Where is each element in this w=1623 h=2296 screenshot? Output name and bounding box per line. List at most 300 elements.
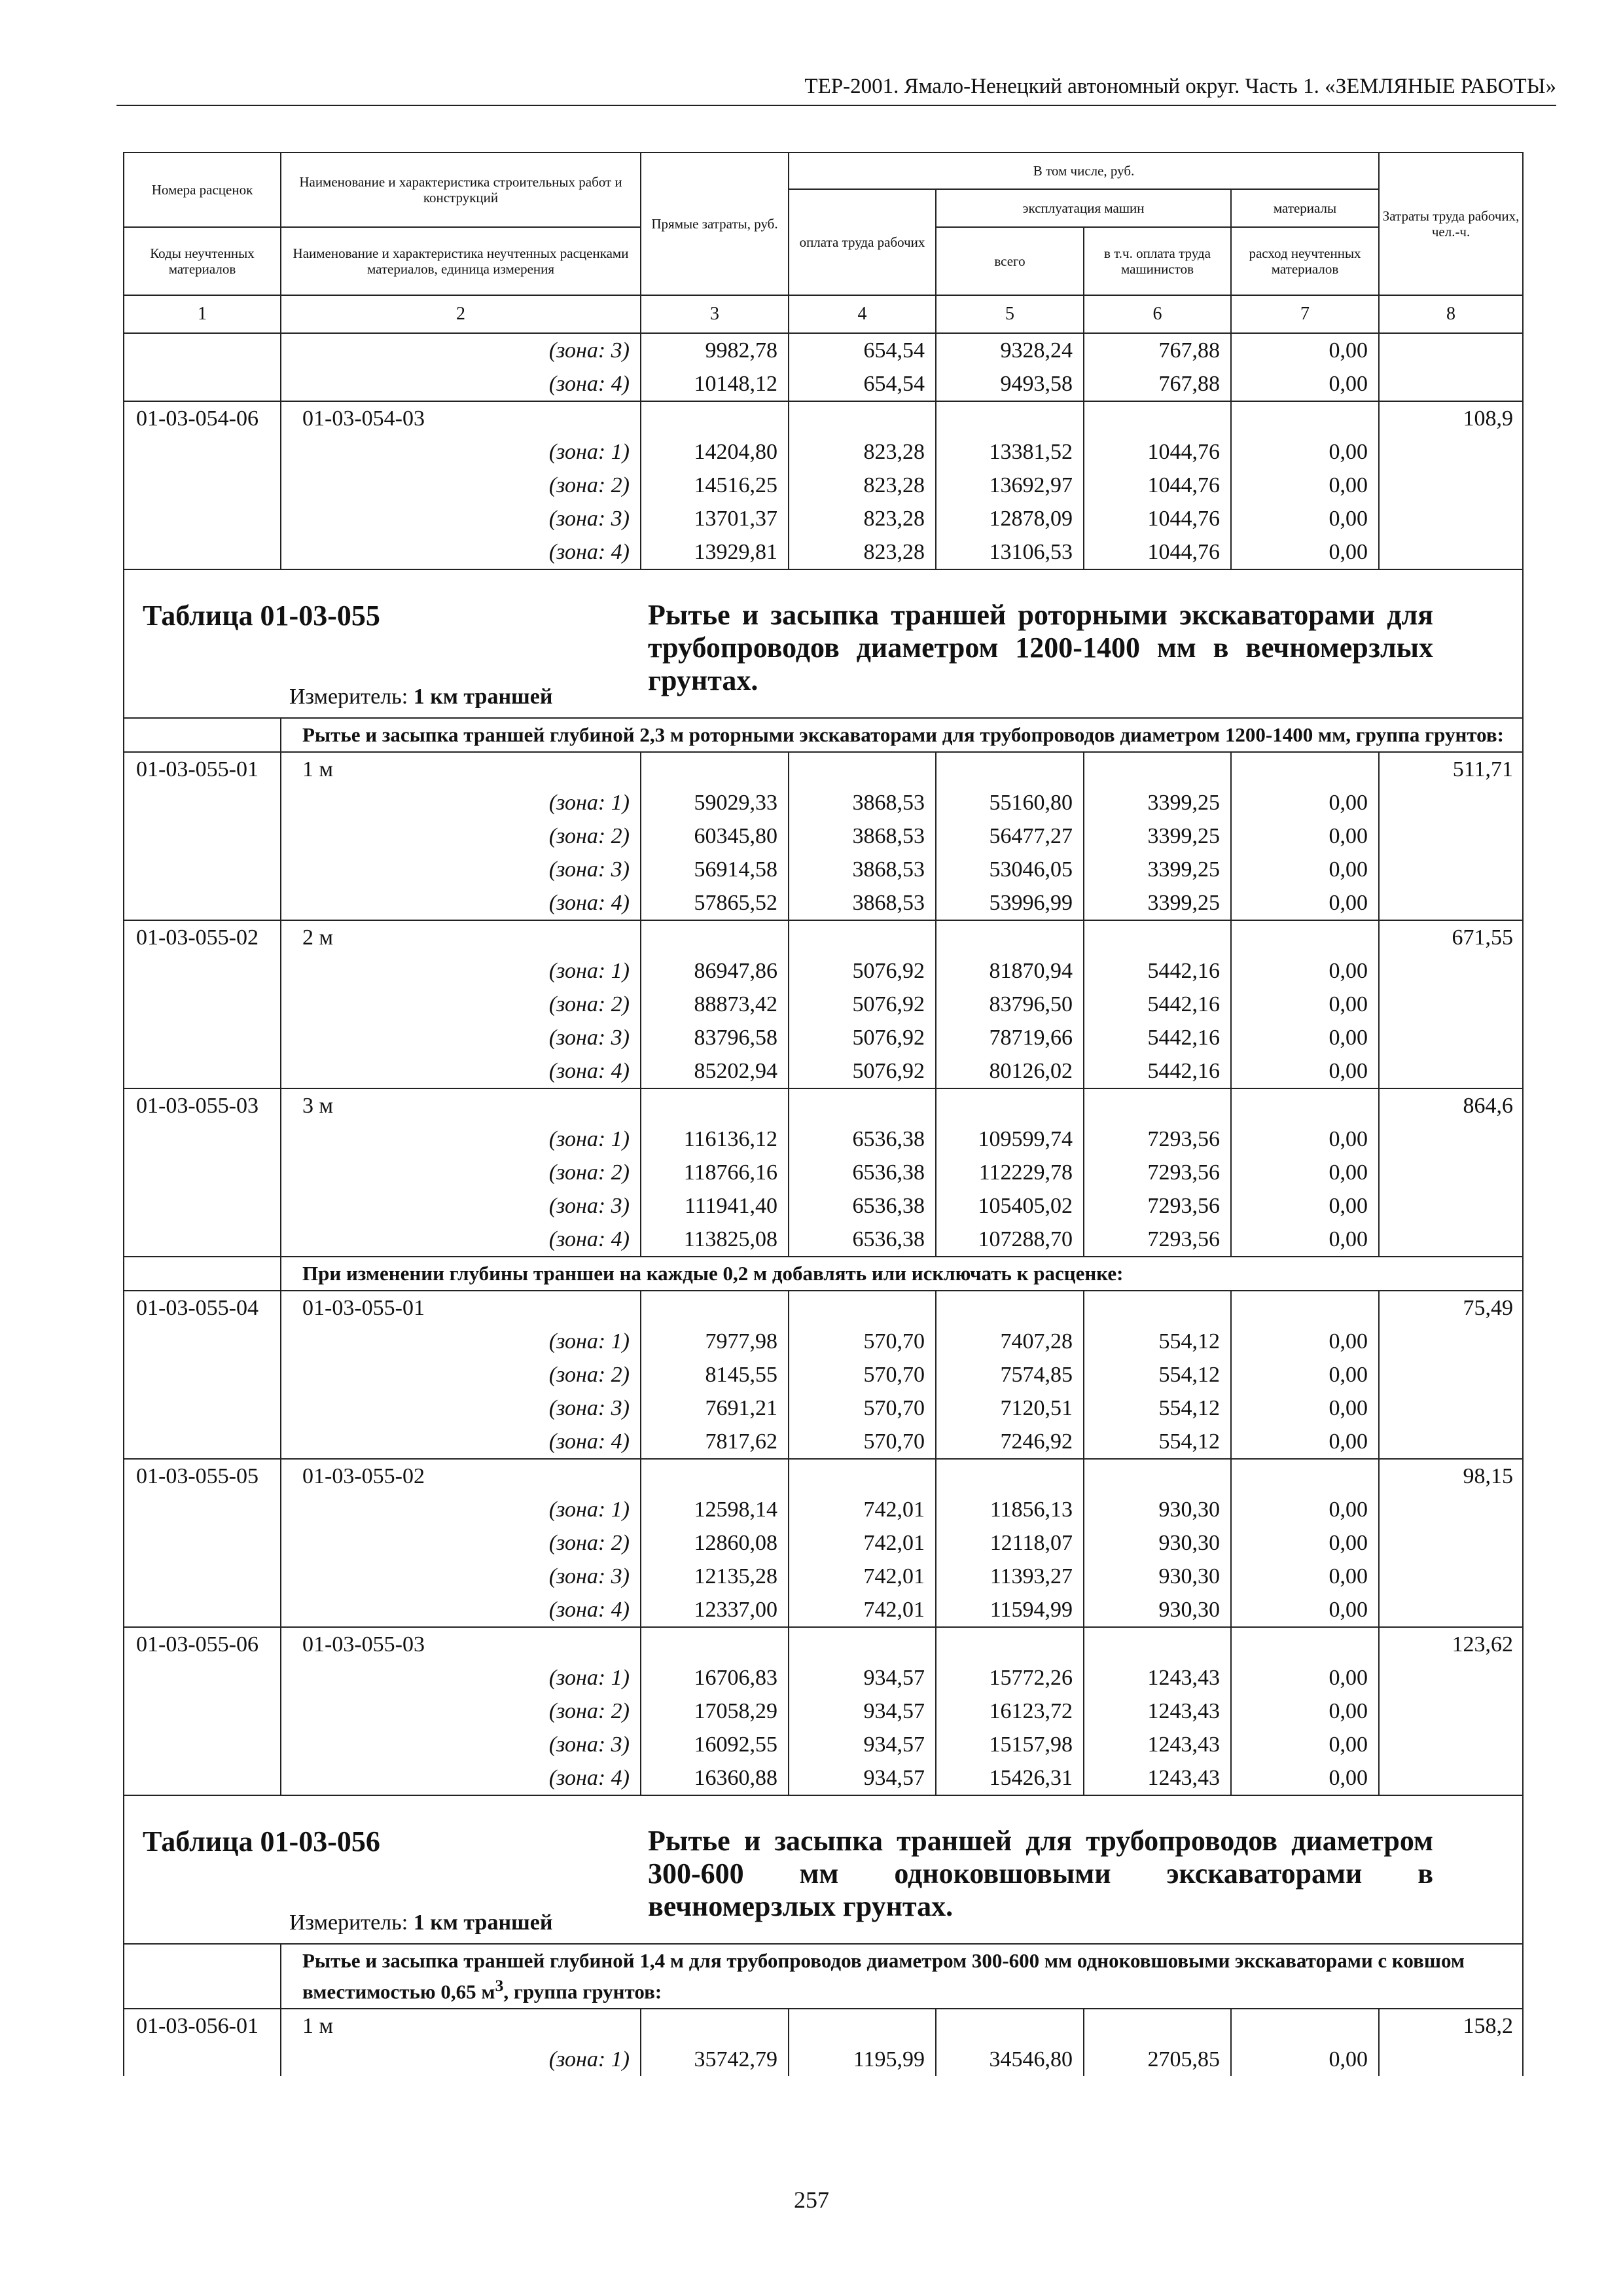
column-number: 2 bbox=[281, 295, 641, 333]
empty-cell bbox=[936, 2009, 1084, 2043]
zone-label: (зона: 3) bbox=[281, 1728, 641, 1761]
empty-cell bbox=[1379, 1728, 1523, 1761]
direct-cost: 59029,33 bbox=[641, 786, 789, 819]
materials-consumption: 0,00 bbox=[1231, 1189, 1379, 1223]
empty-cell bbox=[641, 1627, 789, 1661]
measure-unit bbox=[289, 685, 552, 709]
operator-wages: 7293,56 bbox=[1084, 1156, 1231, 1189]
machines-total: 12878,09 bbox=[936, 502, 1084, 535]
direct-cost: 85202,94 bbox=[641, 1054, 789, 1088]
empty-cell bbox=[124, 502, 281, 535]
column-number-row bbox=[124, 295, 1523, 333]
header-material-consumption: расход неучтенных материалов bbox=[1231, 227, 1379, 295]
materials-consumption: 0,00 bbox=[1231, 367, 1379, 401]
rate-name: 2 м bbox=[281, 920, 641, 954]
header-material-codes: Коды неучтенных материалов bbox=[124, 227, 281, 295]
empty-cell bbox=[124, 333, 281, 367]
machines-total: 53996,99 bbox=[936, 886, 1084, 920]
zone-label: (зона: 1) bbox=[281, 2043, 641, 2076]
table-055-section bbox=[124, 569, 1523, 752]
zone-label: (зона: 1) bbox=[281, 954, 641, 988]
empty-cell bbox=[1379, 1358, 1523, 1391]
worker-wages: 6536,38 bbox=[789, 1189, 936, 1223]
operator-wages: 554,12 bbox=[1084, 1425, 1231, 1459]
table-row bbox=[124, 886, 1523, 920]
worker-wages: 1195,99 bbox=[789, 2043, 936, 2076]
materials-consumption: 0,00 bbox=[1231, 853, 1379, 886]
operator-wages: 3399,25 bbox=[1084, 786, 1231, 819]
rate-header-row bbox=[124, 1627, 1523, 1661]
measure-value: 1 км траншей bbox=[413, 1910, 553, 1935]
operator-wages: 930,30 bbox=[1084, 1526, 1231, 1560]
worker-wages: 6536,38 bbox=[789, 1156, 936, 1189]
operator-wages: 1044,76 bbox=[1084, 535, 1231, 569]
empty-cell bbox=[936, 920, 1084, 954]
table-row bbox=[124, 954, 1523, 988]
direct-cost: 86947,86 bbox=[641, 954, 789, 988]
table-row bbox=[124, 1325, 1523, 1358]
worker-wages: 5076,92 bbox=[789, 954, 936, 988]
operator-wages: 1044,76 bbox=[1084, 435, 1231, 469]
empty-cell bbox=[1379, 1325, 1523, 1358]
worker-wages: 742,01 bbox=[789, 1526, 936, 1560]
table-title: Рытье и засыпка траншей для трубопроводов диаметром 300-600 мм одноковшовыми экскаваторами в вечномерзлых грунтах. bbox=[648, 1825, 1433, 1922]
zone-label: (зона: 4) bbox=[281, 1425, 641, 1459]
empty-cell bbox=[124, 1728, 281, 1761]
direct-cost: 88873,42 bbox=[641, 988, 789, 1021]
header-including: В том числе, руб. bbox=[789, 152, 1379, 189]
column-number: 6 bbox=[1084, 295, 1231, 333]
direct-cost: 56914,58 bbox=[641, 853, 789, 886]
materials-consumption: 0,00 bbox=[1231, 886, 1379, 920]
empty-cell bbox=[1379, 1223, 1523, 1257]
header-machine-operation: эксплуатация машин bbox=[936, 189, 1231, 227]
header-direct-costs: Прямые затраты, руб. bbox=[641, 152, 789, 295]
worker-wages: 3868,53 bbox=[789, 819, 936, 853]
table-row bbox=[124, 1728, 1523, 1761]
empty-cell bbox=[124, 1325, 281, 1358]
rate-header-row bbox=[124, 2009, 1523, 2043]
rate-code: 01-03-055-03 bbox=[124, 1088, 281, 1122]
machines-total: 7574,85 bbox=[936, 1358, 1084, 1391]
labor-cost: 158,2 bbox=[1379, 2009, 1523, 2043]
empty-cell bbox=[124, 853, 281, 886]
worker-wages: 823,28 bbox=[789, 469, 936, 502]
machines-total: 78719,66 bbox=[936, 1021, 1084, 1054]
machines-total: 15426,31 bbox=[936, 1761, 1084, 1795]
empty-cell bbox=[124, 367, 281, 401]
table-number: Таблица 01-03-056 bbox=[143, 1825, 380, 1857]
machines-total: 81870,94 bbox=[936, 954, 1084, 988]
header-rate-number: Номера расценок bbox=[124, 152, 281, 227]
table-row bbox=[124, 1493, 1523, 1526]
worker-wages: 3868,53 bbox=[789, 853, 936, 886]
header-materials: материалы bbox=[1231, 189, 1379, 227]
empty-cell bbox=[1231, 2009, 1379, 2043]
worker-wages: 570,70 bbox=[789, 1391, 936, 1425]
operator-wages: 1044,76 bbox=[1084, 469, 1231, 502]
empty-cell bbox=[1379, 1391, 1523, 1425]
labor-cost: 864,6 bbox=[1379, 1088, 1523, 1122]
empty-cell bbox=[936, 1627, 1084, 1661]
machines-total: 55160,80 bbox=[936, 786, 1084, 819]
machines-total: 105405,02 bbox=[936, 1189, 1084, 1223]
column-number: 3 bbox=[641, 295, 789, 333]
empty-cell bbox=[1231, 401, 1379, 435]
empty-cell bbox=[789, 752, 936, 786]
operator-wages: 1243,43 bbox=[1084, 1661, 1231, 1695]
machines-total: 9328,24 bbox=[936, 333, 1084, 367]
empty-cell bbox=[641, 1088, 789, 1122]
materials-consumption: 0,00 bbox=[1231, 1493, 1379, 1526]
empty-cell bbox=[124, 954, 281, 988]
table-row bbox=[124, 333, 1523, 367]
table-row bbox=[124, 786, 1523, 819]
empty-cell bbox=[1379, 1560, 1523, 1593]
machines-total: 56477,27 bbox=[936, 819, 1084, 853]
zone-label: (зона: 2) bbox=[281, 1358, 641, 1391]
worker-wages: 654,54 bbox=[789, 333, 936, 367]
machines-total: 7407,28 bbox=[936, 1325, 1084, 1358]
empty-cell bbox=[641, 920, 789, 954]
column-number: 5 bbox=[936, 295, 1084, 333]
materials-consumption: 0,00 bbox=[1231, 1560, 1379, 1593]
empty-cell bbox=[1084, 1627, 1231, 1661]
empty-cell bbox=[124, 1695, 281, 1728]
direct-cost: 7977,98 bbox=[641, 1325, 789, 1358]
direct-cost: 13701,37 bbox=[641, 502, 789, 535]
column-number: 4 bbox=[789, 295, 936, 333]
empty-cell bbox=[641, 401, 789, 435]
header-machines-total: всего bbox=[936, 227, 1084, 295]
empty-cell bbox=[1379, 1189, 1523, 1223]
empty-cell bbox=[936, 1459, 1084, 1493]
empty-cell bbox=[1231, 1627, 1379, 1661]
table-row bbox=[124, 853, 1523, 886]
empty-cell bbox=[1379, 853, 1523, 886]
column-number: 7 bbox=[1231, 295, 1379, 333]
rate-name: 01-03-054-03 bbox=[281, 401, 641, 435]
empty-cell bbox=[1084, 1459, 1231, 1493]
direct-cost: 7691,21 bbox=[641, 1391, 789, 1425]
empty-cell bbox=[1379, 1156, 1523, 1189]
empty-cell bbox=[641, 1291, 789, 1325]
table-row bbox=[124, 1122, 1523, 1156]
empty-cell bbox=[1379, 886, 1523, 920]
measure-label: Измеритель: bbox=[289, 1910, 408, 1935]
empty-cell bbox=[124, 1526, 281, 1560]
direct-cost: 116136,12 bbox=[641, 1122, 789, 1156]
table-row bbox=[124, 2043, 1523, 2076]
rate-header-row bbox=[124, 1088, 1523, 1122]
operator-wages: 5442,16 bbox=[1084, 988, 1231, 1021]
column-number: 1 bbox=[124, 295, 281, 333]
table-row bbox=[124, 1223, 1523, 1257]
direct-cost: 83796,58 bbox=[641, 1021, 789, 1054]
zone-label: (зона: 1) bbox=[281, 1661, 641, 1695]
machines-total: 11856,13 bbox=[936, 1493, 1084, 1526]
direct-cost: 12135,28 bbox=[641, 1560, 789, 1593]
empty-cell bbox=[124, 1189, 281, 1223]
empty-cell bbox=[1379, 1661, 1523, 1695]
operator-wages: 767,88 bbox=[1084, 333, 1231, 367]
worker-wages: 934,57 bbox=[789, 1661, 936, 1695]
operator-wages: 554,12 bbox=[1084, 1391, 1231, 1425]
direct-cost: 13929,81 bbox=[641, 535, 789, 569]
empty-cell bbox=[1379, 333, 1523, 367]
materials-consumption: 0,00 bbox=[1231, 1425, 1379, 1459]
zone-label: (зона: 4) bbox=[281, 1223, 641, 1257]
table-055-body-depth bbox=[124, 752, 1523, 1257]
empty-cell bbox=[1379, 2043, 1523, 2076]
materials-consumption: 0,00 bbox=[1231, 1122, 1379, 1156]
direct-cost: 17058,29 bbox=[641, 1695, 789, 1728]
direct-cost: 12860,08 bbox=[641, 1526, 789, 1560]
materials-consumption: 0,00 bbox=[1231, 1156, 1379, 1189]
worker-wages: 5076,92 bbox=[789, 1021, 936, 1054]
rate-name: 3 м bbox=[281, 1088, 641, 1122]
rate-header-row bbox=[124, 1291, 1523, 1325]
materials-consumption: 0,00 bbox=[1231, 1761, 1379, 1795]
operator-wages: 3399,25 bbox=[1084, 853, 1231, 886]
header-worker-wages: оплата труда рабочих bbox=[789, 189, 936, 295]
empty-cell bbox=[1379, 988, 1523, 1021]
rate-name: 01-03-055-03 bbox=[281, 1627, 641, 1661]
empty-cell bbox=[124, 1391, 281, 1425]
empty-cell bbox=[1379, 535, 1523, 569]
zone-label: (зона: 2) bbox=[281, 1526, 641, 1560]
empty-cell bbox=[1379, 502, 1523, 535]
worker-wages: 3868,53 bbox=[789, 786, 936, 819]
empty-cell bbox=[124, 886, 281, 920]
subheading-tail: , группа грунтов: bbox=[503, 1980, 662, 2003]
machines-total: 15157,98 bbox=[936, 1728, 1084, 1761]
materials-consumption: 0,00 bbox=[1231, 1661, 1379, 1695]
materials-consumption: 0,00 bbox=[1231, 535, 1379, 569]
empty-cell bbox=[124, 469, 281, 502]
operator-wages: 930,30 bbox=[1084, 1493, 1231, 1526]
direct-cost: 8145,55 bbox=[641, 1358, 789, 1391]
rates-table bbox=[123, 152, 1524, 2076]
measure-label: Измеритель: bbox=[289, 685, 408, 709]
empty-cell bbox=[124, 819, 281, 853]
labor-cost: 123,62 bbox=[1379, 1627, 1523, 1661]
empty-cell bbox=[789, 1088, 936, 1122]
empty-cell bbox=[124, 1493, 281, 1526]
zone-label: (зона: 2) bbox=[281, 988, 641, 1021]
materials-consumption: 0,00 bbox=[1231, 819, 1379, 853]
empty-cell bbox=[1379, 1122, 1523, 1156]
machines-total: 34546,80 bbox=[936, 2043, 1084, 2076]
empty-cell bbox=[124, 1358, 281, 1391]
empty-cell bbox=[124, 2043, 281, 2076]
empty-cell bbox=[1231, 1088, 1379, 1122]
table-row bbox=[124, 819, 1523, 853]
zone-label: (зона: 3) bbox=[281, 1189, 641, 1223]
operator-wages: 767,88 bbox=[1084, 367, 1231, 401]
direct-cost: 57865,52 bbox=[641, 886, 789, 920]
table-subheading: Рытье и засыпка траншей глубиной 2,3 м роторными экскаваторами для трубопроводов диаметром 1200-1400 мм, группа грунтов: bbox=[281, 718, 1523, 752]
empty-cell bbox=[641, 1459, 789, 1493]
header-material-names: Наименование и характеристика неучтенных расценками материалов, единица измерения bbox=[281, 227, 641, 295]
table-subheading: При изменении глубины траншеи на каждые 0,2 м добавлять или исключать к расценке: bbox=[281, 1257, 1523, 1291]
table-row bbox=[124, 1560, 1523, 1593]
empty-cell bbox=[1379, 367, 1523, 401]
empty-cell bbox=[1379, 1761, 1523, 1795]
direct-cost: 60345,80 bbox=[641, 819, 789, 853]
operator-wages: 7293,56 bbox=[1084, 1189, 1231, 1223]
machines-total: 13106,53 bbox=[936, 535, 1084, 569]
table-056-section bbox=[124, 1795, 1523, 2009]
empty-cell bbox=[1231, 752, 1379, 786]
rate-code: 01-03-055-01 bbox=[124, 752, 281, 786]
direct-cost: 16360,88 bbox=[641, 1761, 789, 1795]
empty-cell bbox=[1084, 1291, 1231, 1325]
table-row bbox=[124, 435, 1523, 469]
table-row bbox=[124, 1156, 1523, 1189]
empty-cell bbox=[124, 435, 281, 469]
worker-wages: 3868,53 bbox=[789, 886, 936, 920]
materials-consumption: 0,00 bbox=[1231, 2043, 1379, 2076]
machines-total: 11594,99 bbox=[936, 1593, 1084, 1627]
table-row bbox=[124, 502, 1523, 535]
table-row bbox=[124, 367, 1523, 401]
empty-cell bbox=[1084, 1088, 1231, 1122]
rate-code: 01-03-055-05 bbox=[124, 1459, 281, 1493]
empty-cell bbox=[124, 1122, 281, 1156]
running-head: ТЕР-2001. Ямало-Ненецкий автономный округ. Часть 1. «ЗЕМЛЯНЫЕ РАБОТЫ» bbox=[116, 73, 1556, 106]
worker-wages: 570,70 bbox=[789, 1325, 936, 1358]
worker-wages: 5076,92 bbox=[789, 988, 936, 1021]
materials-consumption: 0,00 bbox=[1231, 1054, 1379, 1088]
operator-wages: 1044,76 bbox=[1084, 502, 1231, 535]
machines-total: 12118,07 bbox=[936, 1526, 1084, 1560]
rate-code: 01-03-054-06 bbox=[124, 401, 281, 435]
worker-wages: 934,57 bbox=[789, 1761, 936, 1795]
empty-cell bbox=[1379, 435, 1523, 469]
table-row bbox=[124, 1358, 1523, 1391]
table-row bbox=[124, 1761, 1523, 1795]
materials-consumption: 0,00 bbox=[1231, 333, 1379, 367]
zone-label: (зона: 3) bbox=[281, 1021, 641, 1054]
empty-cell bbox=[936, 401, 1084, 435]
machines-total: 107288,70 bbox=[936, 1223, 1084, 1257]
empty-cell bbox=[641, 2009, 789, 2043]
labor-cost: 108,9 bbox=[1379, 401, 1523, 435]
rate-header-row bbox=[124, 920, 1523, 954]
worker-wages: 742,01 bbox=[789, 1593, 936, 1627]
empty-cell bbox=[124, 1560, 281, 1593]
rate-name: 1 м bbox=[281, 2009, 641, 2043]
rate-code: 01-03-055-02 bbox=[124, 920, 281, 954]
empty-cell bbox=[789, 920, 936, 954]
machines-total: 13381,52 bbox=[936, 435, 1084, 469]
empty-cell bbox=[124, 1223, 281, 1257]
materials-consumption: 0,00 bbox=[1231, 435, 1379, 469]
table-row bbox=[124, 1054, 1523, 1088]
operator-wages: 7293,56 bbox=[1084, 1223, 1231, 1257]
table-row bbox=[124, 988, 1523, 1021]
table-056-heading bbox=[124, 1796, 1522, 1943]
worker-wages: 654,54 bbox=[789, 367, 936, 401]
machines-total: 15772,26 bbox=[936, 1661, 1084, 1695]
materials-consumption: 0,00 bbox=[1231, 502, 1379, 535]
direct-cost: 111941,40 bbox=[641, 1189, 789, 1223]
empty-cell bbox=[1231, 1459, 1379, 1493]
empty-cell bbox=[1379, 1021, 1523, 1054]
subheading-superscript: 3 bbox=[495, 1976, 504, 1995]
worker-wages: 742,01 bbox=[789, 1560, 936, 1593]
zone-label: (зона: 4) bbox=[281, 535, 641, 569]
operator-wages: 554,12 bbox=[1084, 1358, 1231, 1391]
direct-cost: 10148,12 bbox=[641, 367, 789, 401]
table-row bbox=[124, 1526, 1523, 1560]
machines-total: 109599,74 bbox=[936, 1122, 1084, 1156]
machines-total: 16123,72 bbox=[936, 1695, 1084, 1728]
zone-label: (зона: 2) bbox=[281, 819, 641, 853]
rate-name: 1 м bbox=[281, 752, 641, 786]
empty-cell bbox=[789, 2009, 936, 2043]
empty-cell bbox=[1084, 920, 1231, 954]
zone-label: (зона: 4) bbox=[281, 1761, 641, 1795]
direct-cost: 14204,80 bbox=[641, 435, 789, 469]
materials-consumption: 0,00 bbox=[1231, 1728, 1379, 1761]
zone-label: (зона: 1) bbox=[281, 435, 641, 469]
worker-wages: 823,28 bbox=[789, 502, 936, 535]
materials-consumption: 0,00 bbox=[1231, 1358, 1379, 1391]
materials-consumption: 0,00 bbox=[1231, 1526, 1379, 1560]
materials-consumption: 0,00 bbox=[1231, 954, 1379, 988]
table-row bbox=[124, 1425, 1523, 1459]
rate-header-row bbox=[124, 752, 1523, 786]
empty-cell bbox=[789, 1291, 936, 1325]
operator-wages: 1243,43 bbox=[1084, 1761, 1231, 1795]
zone-label: (зона: 2) bbox=[281, 1156, 641, 1189]
rate-code: 01-03-056-01 bbox=[124, 2009, 281, 2043]
empty-cell bbox=[124, 1761, 281, 1795]
empty-cell bbox=[1084, 2009, 1231, 2043]
operator-wages: 5442,16 bbox=[1084, 954, 1231, 988]
direct-cost: 16706,83 bbox=[641, 1661, 789, 1695]
worker-wages: 934,57 bbox=[789, 1728, 936, 1761]
empty-cell bbox=[124, 1593, 281, 1627]
empty-cell bbox=[1379, 1493, 1523, 1526]
empty-cell bbox=[1379, 1593, 1523, 1627]
table-subheading bbox=[281, 1944, 1523, 2009]
zone-label: (зона: 3) bbox=[281, 1391, 641, 1425]
empty-cell bbox=[789, 1627, 936, 1661]
measure-value: 1 км траншей bbox=[413, 685, 553, 709]
machines-total: 11393,27 bbox=[936, 1560, 1084, 1593]
subheading-main: Рытье и засыпка траншей глубиной 1,4 м для трубопроводов диаметром 300-600 мм одноковшовыми экскаваторами с ковшом вместимостью 0,65 м bbox=[302, 1949, 1465, 2003]
empty-cell bbox=[1084, 752, 1231, 786]
materials-consumption: 0,00 bbox=[1231, 1593, 1379, 1627]
worker-wages: 823,28 bbox=[789, 535, 936, 569]
materials-consumption: 0,00 bbox=[1231, 1325, 1379, 1358]
empty-cell bbox=[1379, 1054, 1523, 1088]
zone-label: (зона: 2) bbox=[281, 469, 641, 502]
zone-label: (зона: 1) bbox=[281, 1325, 641, 1358]
empty-cell bbox=[936, 1291, 1084, 1325]
worker-wages: 934,57 bbox=[789, 1695, 936, 1728]
labor-cost: 75,49 bbox=[1379, 1291, 1523, 1325]
direct-cost: 35742,79 bbox=[641, 2043, 789, 2076]
empty-cell bbox=[789, 1459, 936, 1493]
zone-label: (зона: 4) bbox=[281, 886, 641, 920]
zone-label: (зона: 4) bbox=[281, 1054, 641, 1088]
materials-consumption: 0,00 bbox=[1231, 1695, 1379, 1728]
zone-label: (зона: 4) bbox=[281, 1593, 641, 1627]
